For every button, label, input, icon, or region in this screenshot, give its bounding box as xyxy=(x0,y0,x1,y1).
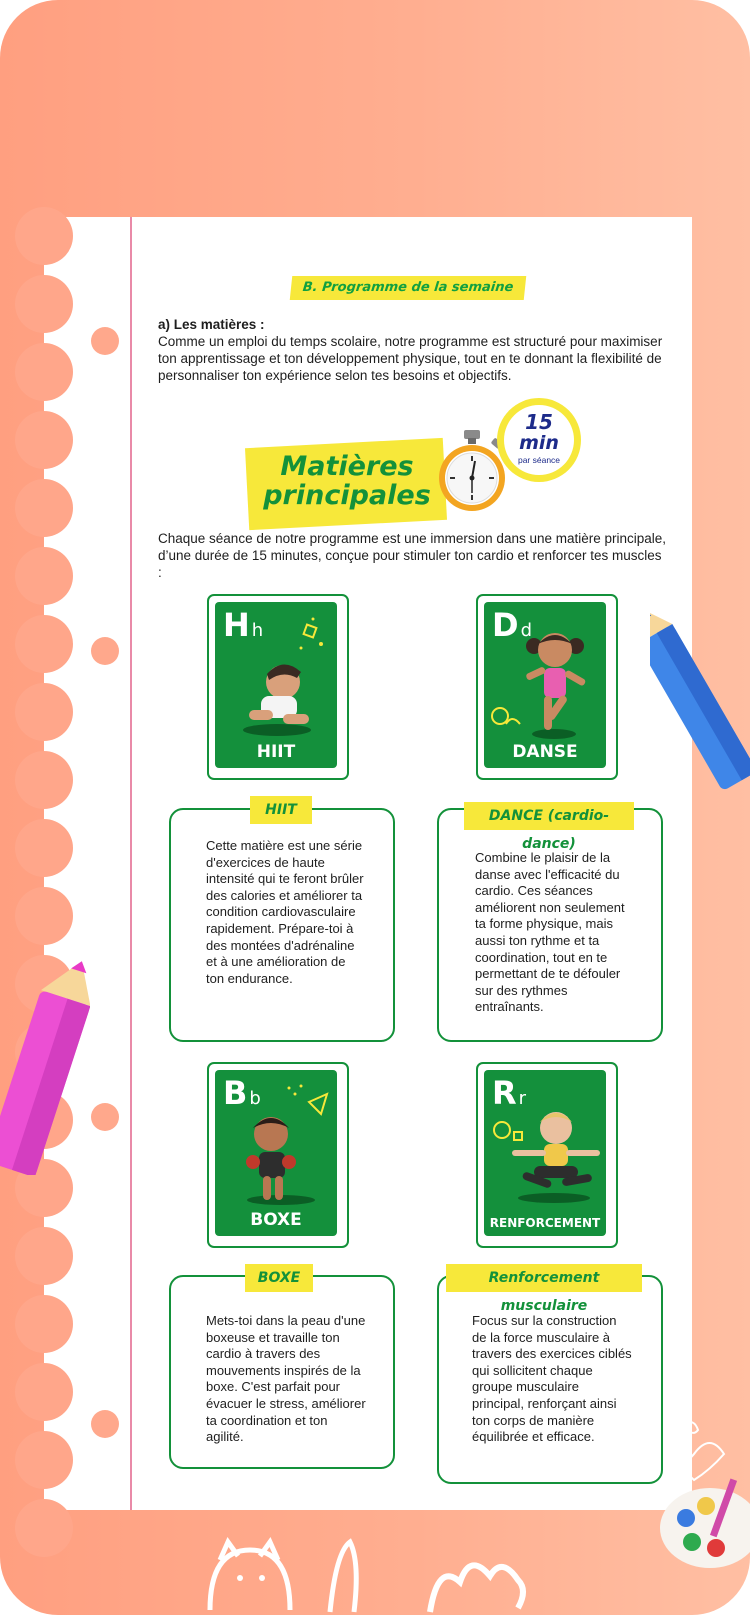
binder-hole xyxy=(91,1410,119,1438)
card-label: RENFORCEMENT xyxy=(489,1216,601,1230)
main-subjects-body: Chaque séance de notre programme est une immersion dans une matière principale, d’une durée de 15 minutes, conçue pour stimuler ton cardio et renforcer tes muscles : xyxy=(158,531,667,580)
binder-hole xyxy=(91,1103,119,1131)
subject-description: Focus sur la construction de la force musculaire à travers des exercices ciblés qui sollicitent chaque groupe musculaire principal, renforçant ainsi ton corps de manière équilibrée et efficace. xyxy=(472,1313,632,1445)
blue-pencil-icon xyxy=(650,612,750,812)
subject-description: Combine le plaisir de la danse avec l'efficacité du cardio. Ces séances améliorent non seulement ta forme physique, mais aussi ton rythme et ta coordination, tout en te permettant de te défouler sur des rythmes entraînants. xyxy=(475,850,625,1015)
binder-hole xyxy=(91,637,119,665)
subject-banner: DANCE (cardio-dance) xyxy=(464,802,634,830)
subject-card-boxe: Bb BOXE xyxy=(207,1062,349,1248)
subject-banner: Renforcement musculaire xyxy=(446,1264,642,1292)
intro-body: Comme un emploi du temps scolaire, notre programme est structuré pour maximiser ton apprentissage et ton développement physique, tout en te donnant la flexibilité de personnaliser ton expérience selon tes besoins et objectifs. xyxy=(158,334,663,383)
pink-pencil-icon xyxy=(0,955,90,1175)
card-label: DANSE xyxy=(512,742,578,762)
subject-banner: BOXE xyxy=(245,1264,313,1292)
character-hiit xyxy=(239,658,315,738)
character-renforcement xyxy=(504,1106,604,1206)
subject-description: Mets-toi dans la peau d'une boxeuse et travaille ton cardio à travers des mouvements inspirés de la boxe. C'est parfait pour évacuer le stress, améliorer ta coordination et ton agilité. xyxy=(206,1313,366,1445)
paint-palette-icon xyxy=(654,1418,750,1568)
subject-card-danse: Dd DANSE xyxy=(476,594,618,780)
section-title: B. Programme de la semaine xyxy=(290,276,527,300)
duration-unit: min xyxy=(519,432,559,454)
subject-card-hiit: Hh HIIT xyxy=(207,594,349,780)
main-subjects-title: Matières principales xyxy=(263,451,431,511)
intro-heading: a) Les matières : xyxy=(158,317,265,332)
duration-sub: par séance xyxy=(517,455,561,465)
notebook-scalloped-edge xyxy=(44,217,74,1510)
subject-description: Cette matière est une série d'exercices de haute intensité qui te feront brûler des calories et améliorer ta condition cardiovasculaire rapidement. Prépare-toi à des montées d'adrénaline et à une amélioration de ton endurance. xyxy=(206,838,364,986)
card-label: HIIT xyxy=(256,742,296,762)
subject-banner: HIIT xyxy=(250,796,312,824)
character-boxe xyxy=(231,1110,317,1206)
duration-number: 15 xyxy=(525,410,553,434)
card-label: BOXE xyxy=(250,1210,302,1230)
doodle-shapes-icon xyxy=(297,616,327,652)
character-danse xyxy=(514,624,594,740)
subject-card-renforcement: Rr RENFORCEMENT xyxy=(476,1062,618,1248)
binder-hole xyxy=(91,327,119,355)
doodle-drawings-icon xyxy=(200,1520,600,1615)
notebook-margin-line xyxy=(130,217,132,1510)
